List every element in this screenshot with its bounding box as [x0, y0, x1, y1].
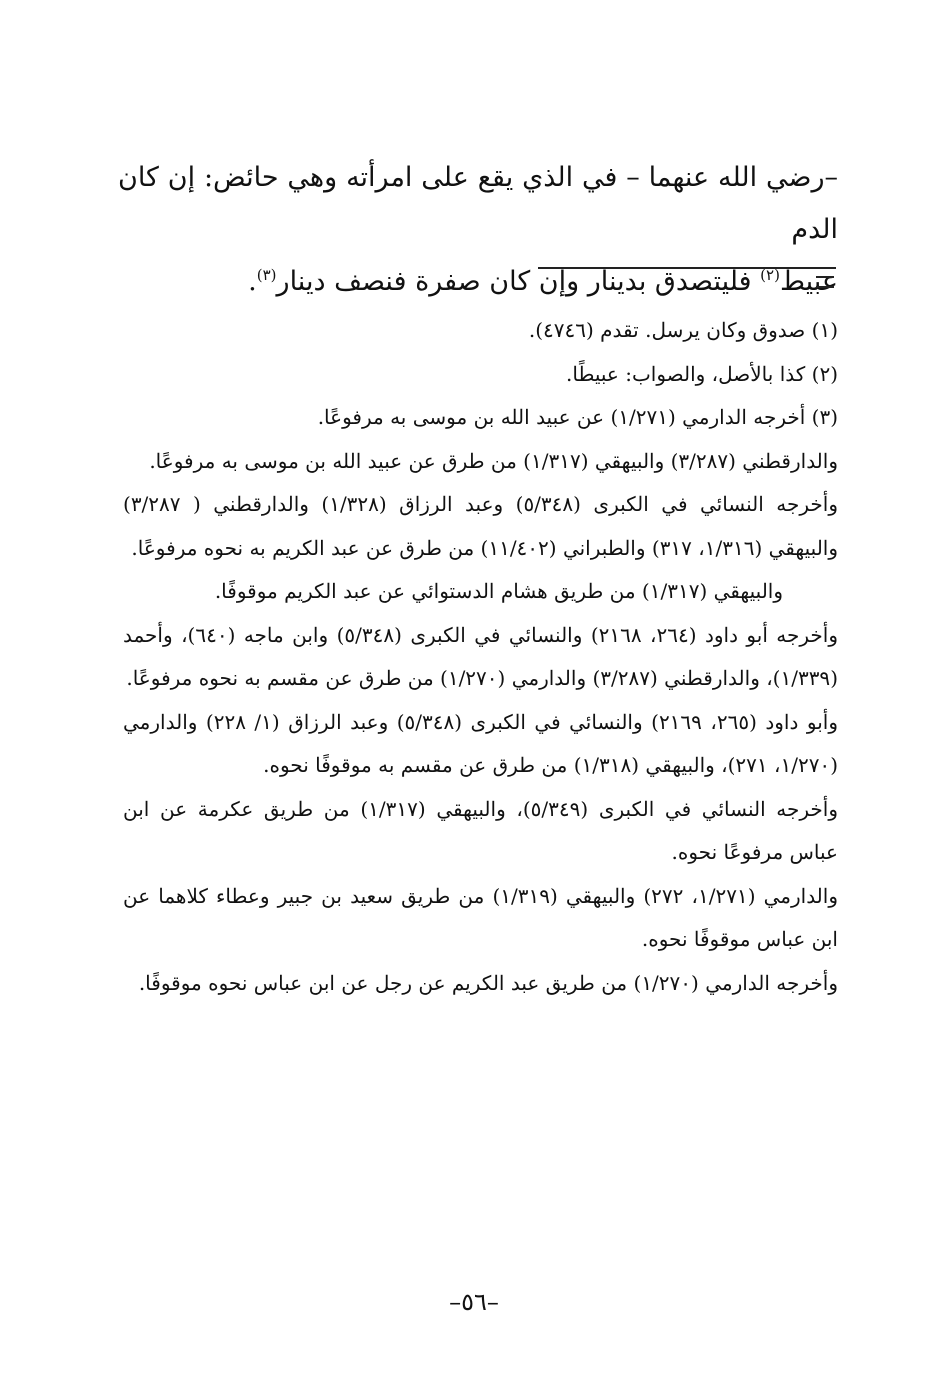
footnote-3-para-2: وأخرجه النسائي في الكبرى (٥/٣٤٨) وعبد الرزاق (١/٣٢٨) والدارقطني ( ٣/٢٨٧) والبيهقي (١/٣١٦، ٣١٧) والطبراني (١١/٤٠٢) من طرق عن عبد الكريم به نحوه مرفوعًا.: [123, 492, 838, 560]
page-number: –٥٦–: [449, 1288, 499, 1316]
footnotes: [123, 309, 838, 1005]
main-line-2-start: عبيط: [779, 266, 838, 297]
main-line-2-middle: فليتصدق بدينار وإن كان صفرة فنصف دينار: [276, 266, 761, 297]
footnote-ref-3[interactable]: (٣): [256, 266, 277, 284]
main-line-2: [118, 256, 838, 308]
footnote-separator: [538, 267, 836, 269]
footnote-3-para-6: وأخرجه النسائي في الكبرى (٥/٣٤٩)، والبيهقي (١/٣١٧) من طريق عكرمة عن ابن عباس مرفوعًا نحوه.: [123, 796, 838, 864]
main-text: [118, 152, 838, 308]
footnote-3-para-3: والبيهقي (١/٣١٧) من طريق هشام الدستوائي عن عبد الكريم موقوفًا.: [214, 579, 783, 603]
footnote-3-para-7: والدارمي (١/٢٧١، ٢٧٢) والبيهقي (١/٣١٩) من طريق سعيد بن جبير وعطاء كلاهما عن ابن عباس موقوفًا نحوه.: [123, 883, 838, 951]
footnote-3-para-8: وأخرجه الدارمي (١/٢٧٠) من طريق عبد الكريم عن رجل عن ابن عباس نحوه موقوفًا.: [138, 970, 838, 995]
footnote-3-para-5: وأبو داود (٢٦٥، ٢١٦٩) والنسائي في الكبرى (٥/٣٤٨) وعبد الرزاق (١/ ٢٢٨) والدارمي (١/٢٧٠، ٢٧١)، والبيهقي (١/٣١٨) من طرق عن مقسم به موقوفًا نحوه.: [123, 709, 838, 777]
footnote-2: (٢) كذا بالأصل، والصواب: عبيطًا.: [566, 361, 838, 386]
main-line-2-end: .: [248, 266, 257, 297]
footnote-3-para-1: والدارقطني (٣/٢٨٧) والبيهقي (١/٣١٧) من طرق عن عبيد الله بن موسى به مرفوعًا.: [149, 448, 838, 473]
separator-mark: [816, 276, 834, 288]
footnote-ref-2[interactable]: (٢): [760, 266, 780, 284]
footnote-3: (٣) أخرجه الدارمي (١/٢٧١) عن عبيد الله بن موسى به مرفوعًا.: [317, 405, 838, 429]
footnote-1: (١) صدوق وكان يرسل. تقدم (٤٧٤٦).: [528, 318, 838, 342]
footnote-3-para-4: وأخرجه أبو داود (٢٦٤، ٢١٦٨) والنسائي في الكبرى (٥/٣٤٨) وابن ماجه (٦٤٠)، وأحمد (١/٣٣٩)، والدارقطني (٣/٢٨٧) والدارمي (١/٢٧٠) من طرق عن مقسم به نحوه مرفوعًا.: [123, 622, 839, 690]
main-line-1: –رضي الله عنهما – في الذي يقع على امرأته وهي حائض: إن كان الدم: [118, 162, 838, 245]
